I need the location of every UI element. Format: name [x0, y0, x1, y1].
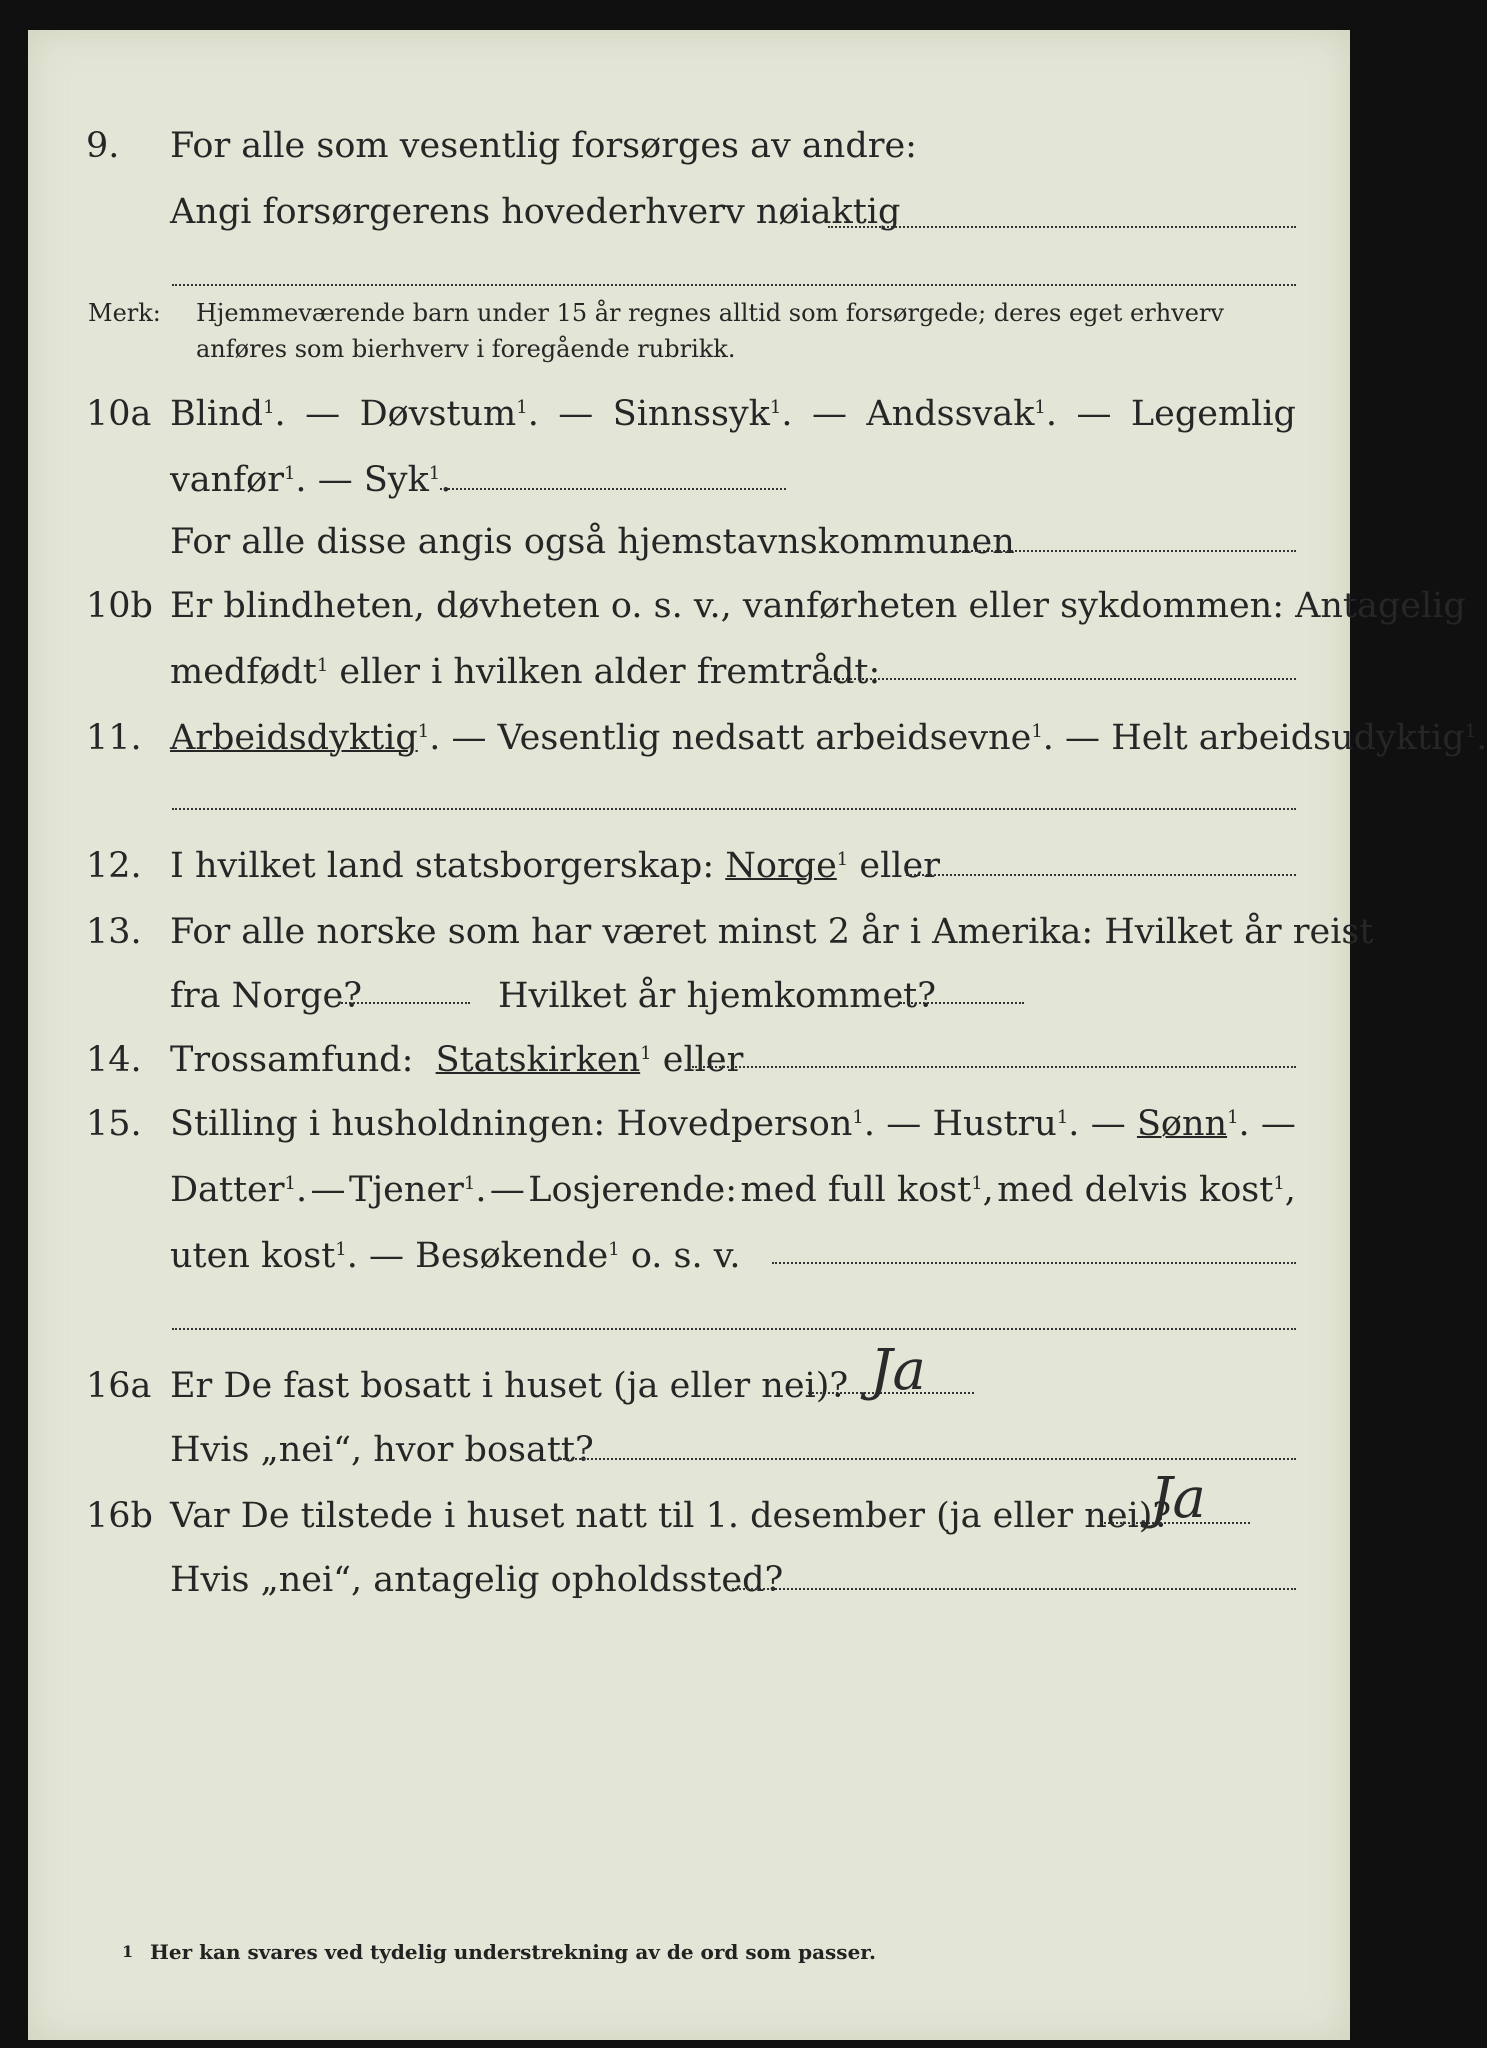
q16a-handwritten-answer: Ja: [870, 1338, 926, 1403]
q9-answer-field[interactable]: [828, 226, 1296, 228]
q13-text-2a: fra Norge?: [170, 976, 362, 1016]
option-udyktig[interactable]: Helt arbeidsudyktig: [1111, 718, 1465, 758]
option-full-kost[interactable]: med full kost$^1$,: [740, 1170, 994, 1210]
q16a-number: 16a: [86, 1366, 152, 1406]
q10a-text-3: For alle disse angis også hjemstavnskommunen: [170, 522, 1015, 562]
q12-number: 12.: [86, 846, 142, 886]
q13-text: For alle norske som har været minst 2 år i Amerika: Hvilket år reist: [170, 912, 1374, 952]
footnote-text: Her kan svares ved tydelig understrekning av de ord som passer.: [150, 1940, 876, 1964]
separator: —: [558, 394, 594, 434]
separator: —: [305, 394, 341, 434]
q16b-text: Var De tilstede i huset natt til 1. desember (ja eller nei)?: [170, 1496, 1172, 1536]
q15-options: Stilling i husholdningen: Hovedperson$^1$. — Hustru$^1$. — Sønn$^1$. —: [170, 1104, 1296, 1144]
option-tjener[interactable]: Tjener$^1$.: [348, 1170, 487, 1210]
option-nedsatt[interactable]: Vesentlig nedsatt arbeidsevne: [497, 718, 1032, 758]
q16a-text: Er De fast bosatt i huset (ja eller nei)?: [170, 1366, 849, 1406]
q14-number: 14.: [86, 1040, 142, 1080]
q10a-answer-field[interactable]: [440, 488, 786, 490]
q16a-bosatt-field[interactable]: [560, 1458, 1296, 1460]
q13-number: 13.: [86, 912, 142, 952]
option-norge[interactable]: Norge: [725, 846, 837, 886]
option-blind[interactable]: Blind$^1$.: [170, 394, 286, 434]
option-andssvak[interactable]: Andssvak$^1$.: [866, 394, 1057, 434]
option-delvis-kost[interactable]: med delvis kost$^1$,: [997, 1170, 1296, 1210]
option-besokende[interactable]: Besøkende$^1$: [415, 1236, 620, 1276]
q10b-answer-field[interactable]: [826, 678, 1296, 680]
q15-number: 15.: [86, 1104, 142, 1144]
q11-options: Arbeidsdyktig$^1$. — Vesentlig nedsatt arbeidsevne$^1$. — Helt arbeidsudyktig$^1$.: [170, 718, 1487, 758]
option-legemlig[interactable]: Legemlig: [1130, 394, 1296, 434]
q10b-text: Er blindheten, døvheten o. s. v., vanførheten eller sykdommen: Antagelig: [170, 586, 1466, 626]
q14-answer-field[interactable]: [692, 1066, 1296, 1068]
separator: —: [1076, 394, 1112, 434]
q16b-handwritten-answer: Ja: [1150, 1466, 1206, 1531]
q10b-text-2: medfødt$^1$ eller i hvilken alder fremtrådt:: [170, 652, 881, 692]
option-sonn[interactable]: Sønn$^1$.: [1136, 1104, 1250, 1144]
option-uten-kost[interactable]: uten kost$^1$.: [170, 1236, 358, 1276]
option-hustru[interactable]: Hustru$^1$.: [932, 1104, 1080, 1144]
option-vanfor[interactable]: vanfør$^1$.: [170, 460, 307, 500]
option-syk[interactable]: Syk$^1$.: [363, 460, 452, 500]
q13-reist-field[interactable]: [338, 1002, 470, 1004]
q10b-number: 10b: [86, 586, 153, 626]
q10a-options: [170, 394, 1296, 434]
option-arbeidsdyktig[interactable]: Arbeidsdyktig: [170, 718, 418, 758]
footnote-mark: 1: [122, 1942, 134, 1961]
q9-text-2: Angi forsørgerens hovederhverv nøiaktig: [170, 192, 901, 232]
q15-answer-field[interactable]: [772, 1262, 1296, 1264]
option-statskirken[interactable]: Statskirken: [435, 1040, 641, 1080]
q12-answer-field[interactable]: [906, 874, 1296, 876]
q16b-text-2: Hvis „nei“, antagelig opholdssted?: [170, 1560, 784, 1600]
q13-text-2b: Hvilket år hjemkommet?: [498, 976, 937, 1016]
option-datter[interactable]: Datter$^1$.: [170, 1170, 308, 1210]
q11-answer-field[interactable]: [172, 808, 1296, 810]
census-form-page: [28, 30, 1350, 2040]
q9-answer-field-2[interactable]: [172, 284, 1296, 286]
q14-text: Trossamfund: Statskirken$^1$ eller: [170, 1040, 744, 1080]
separator: —: [811, 394, 847, 434]
q16b-opholdssted-field[interactable]: [732, 1588, 1296, 1590]
option-sinnssyk[interactable]: Sinnssyk$^1$.: [612, 394, 793, 434]
q15-options-2: Datter$^1$. — Tjener$^1$. — Losjerende: med full kost$^1$, med delvis kost$^1$,: [170, 1170, 1296, 1210]
q15-options-3: uten kost$^1$. — Besøkende$^1$ o. s. v.: [170, 1236, 741, 1276]
q10a-number: 10a: [86, 394, 152, 434]
merk-label: Merk:: [88, 299, 161, 327]
option-dovstum[interactable]: Døvstum$^1$.: [359, 394, 539, 434]
q12-text: I hvilket land statsborgerskap: Norge$^1$ eller: [170, 846, 940, 886]
q11-number: 11.: [86, 718, 142, 758]
merk-text-2: anføres som bierhverv i foregående rubrikk.: [196, 335, 736, 363]
q9-number: 9.: [86, 126, 120, 166]
merk-text: Hjemmeværende barn under 15 år regnes alltid som forsørgede; deres eget erhverv: [196, 299, 1224, 327]
q10a-text-2: vanfør$^1$. — Syk$^1$.: [170, 460, 452, 500]
q10a-hjemstavn-field[interactable]: [952, 550, 1296, 552]
q16a-text-2: Hvis „nei“, hvor bosatt?: [170, 1430, 594, 1470]
q13-hjemkommet-field[interactable]: [900, 1002, 1024, 1004]
option-hovedperson[interactable]: Hovedperson$^1$.: [616, 1104, 875, 1144]
q9-text: For alle som vesentlig forsørges av andre:: [170, 126, 917, 166]
q16b-number: 16b: [86, 1496, 153, 1536]
q15-answer-field-2[interactable]: [172, 1328, 1296, 1330]
